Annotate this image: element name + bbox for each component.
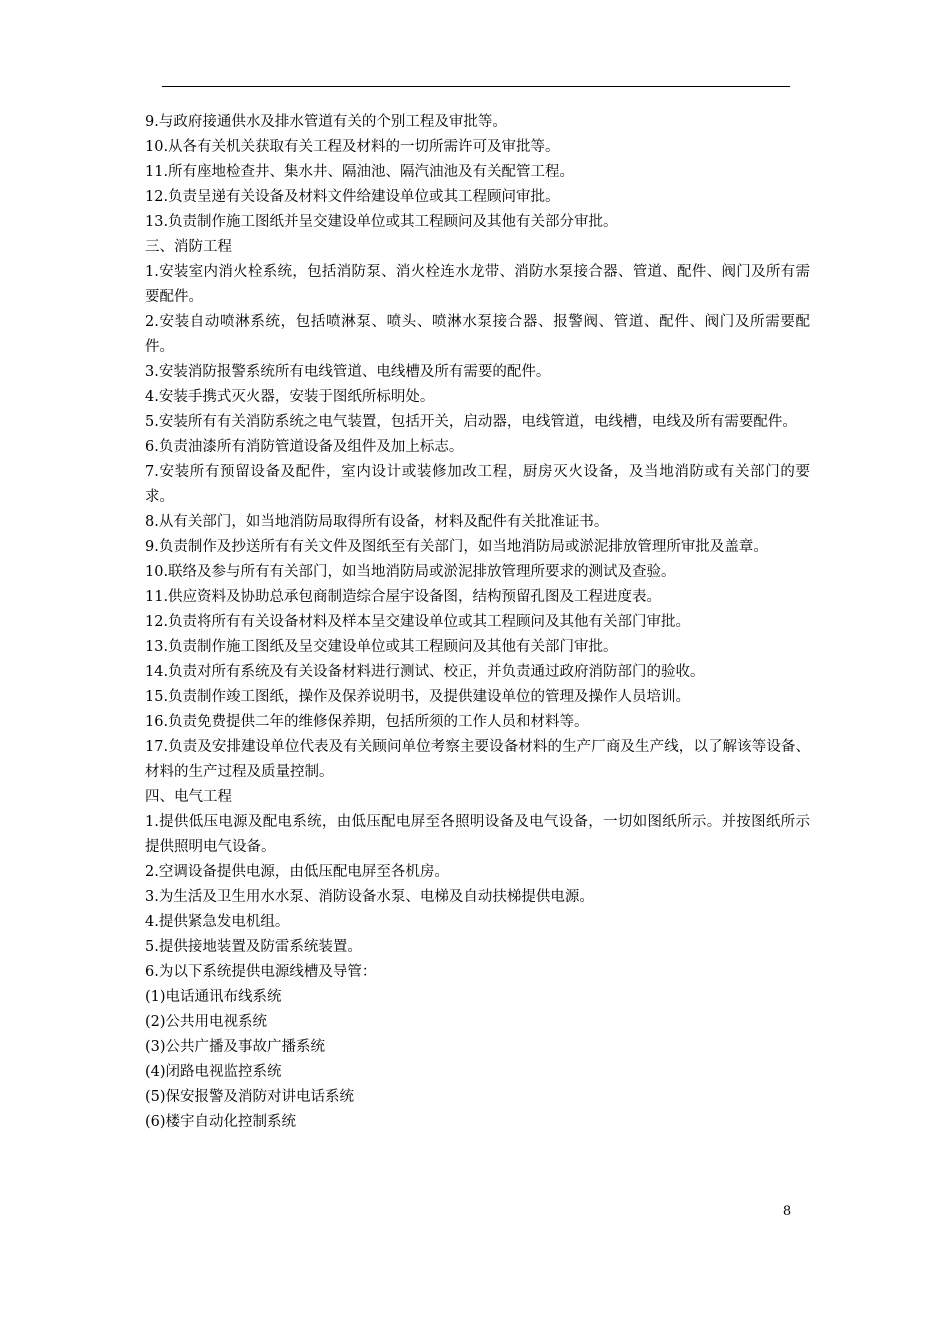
paragraph: 13.负责制作施工图纸并呈交建设单位或其工程顾问及其他有关部分审批。 [145, 214, 618, 230]
document-body [145, 110, 810, 1135]
header-rule [162, 86, 790, 87]
paragraph: 7.安装所有预留设备及配件，室内设计或装修加改工程，厨房灭火设备，及当地消防或有关部门的要求。 [145, 464, 810, 505]
paragraph: 3.为生活及卫生用水水泵、消防设备水泵、电梯及自动扶梯提供电源。 [145, 889, 594, 905]
paragraph: 13.负责制作施工图纸及呈交建设单位或其工程顾问及其他有关部门审批。 [145, 639, 618, 655]
paragraph: 10.联络及参与所有有关部门，如当地消防局或淤泥排放管理所要求的测试及查验。 [145, 564, 676, 580]
paragraph: 2.安装自动喷淋系统，包括喷淋泵、喷头、喷淋水泵接合器、报警阀、管道、配件、阀门及所需要配件。 [145, 314, 810, 355]
paragraph: 1.安装室内消火栓系统，包括消防泵、消火栓连水龙带、消防水泵接合器、管道、配件、阀门及所有需要配件。 [145, 264, 810, 305]
paragraph: 3.安装消防报警系统所有电线管道、电线槽及所有需要的配件。 [145, 364, 551, 380]
list-item: (4)闭路电视监控系统 [145, 1064, 282, 1080]
paragraph: 6.负责油漆所有消防管道设备及组件及加上标志。 [145, 439, 464, 455]
paragraph: 10.从各有关机关获取有关工程及材料的一切所需许可及审批等。 [145, 139, 560, 155]
section-heading: 三、消防工程 [145, 239, 232, 255]
paragraph: 8.从有关部门，如当地消防局取得所有设备，材料及配件有关批准证书。 [145, 514, 609, 530]
paragraph: 9.与政府接通供水及排水管道有关的个别工程及审批等。 [145, 114, 507, 130]
paragraph: 16.负责免费提供二年的维修保养期，包括所须的工作人员和材料等。 [145, 714, 589, 730]
paragraph: 1.提供低压电源及配电系统，由低压配电屏至各照明设备及电气设备，一切如图纸所示。并按图纸所示提供照明电气设备。 [145, 814, 810, 855]
page-number: 8 [782, 1204, 792, 1219]
list-item: (1)电话通讯布线系统 [145, 989, 282, 1005]
paragraph: 6.为以下系统提供电源线槽及导管： [145, 964, 377, 980]
paragraph: 4.安装手携式灭火器，安装于图纸所标明处。 [145, 389, 435, 405]
paragraph: 12.负责将所有有关设备材料及样本呈交建设单位或其工程顾问及其他有关部门审批。 [145, 614, 691, 630]
paragraph: 15.负责制作竣工图纸，操作及保养说明书，及提供建设单位的管理及操作人员培训。 [145, 689, 691, 705]
paragraph: 11.所有座地检查井、集水井、隔油池、隔汽油池及有关配管工程。 [145, 164, 575, 180]
list-item: (5)保安报警及消防对讲电话系统 [145, 1089, 355, 1105]
list-item: (2)公共用电视系统 [145, 1014, 268, 1030]
paragraph: 11.供应资料及协助总承包商制造综合屋宇设备图，结构预留孔图及工程进度表。 [145, 589, 662, 605]
paragraph: 4.提供紧急发电机组。 [145, 914, 290, 930]
paragraph: 12.负责呈递有关设备及材料文件给建设单位或其工程顾问审批。 [145, 189, 560, 205]
paragraph: 9.负责制作及抄送所有有关文件及图纸至有关部门，如当地消防局或淤泥排放管理所审批及盖章。 [145, 539, 768, 555]
paragraph: 5.安装所有有关消防系统之电气装置，包括开关，启动器，电线管道，电线槽，电线及所有需要配件。 [145, 414, 797, 430]
paragraph: 14.负责对所有系统及有关设备材料进行测试、校正，并负责通过政府消防部门的验收。 [145, 664, 705, 680]
paragraph: 2.空调设备提供电源，由低压配电屏至各机房。 [145, 864, 449, 880]
paragraph: 17.负责及安排建设单位代表及有关顾问单位考察主要设备材料的生产厂商及生产线，以了解该等设备、材料的生产过程及质量控制。 [145, 739, 810, 780]
list-item: (6)楼宇自动化控制系统 [145, 1114, 297, 1130]
list-item: (3)公共广播及事故广播系统 [145, 1039, 326, 1055]
section-heading: 四、电气工程 [145, 789, 232, 805]
paragraph: 5.提供接地装置及防雷系统装置。 [145, 939, 362, 955]
